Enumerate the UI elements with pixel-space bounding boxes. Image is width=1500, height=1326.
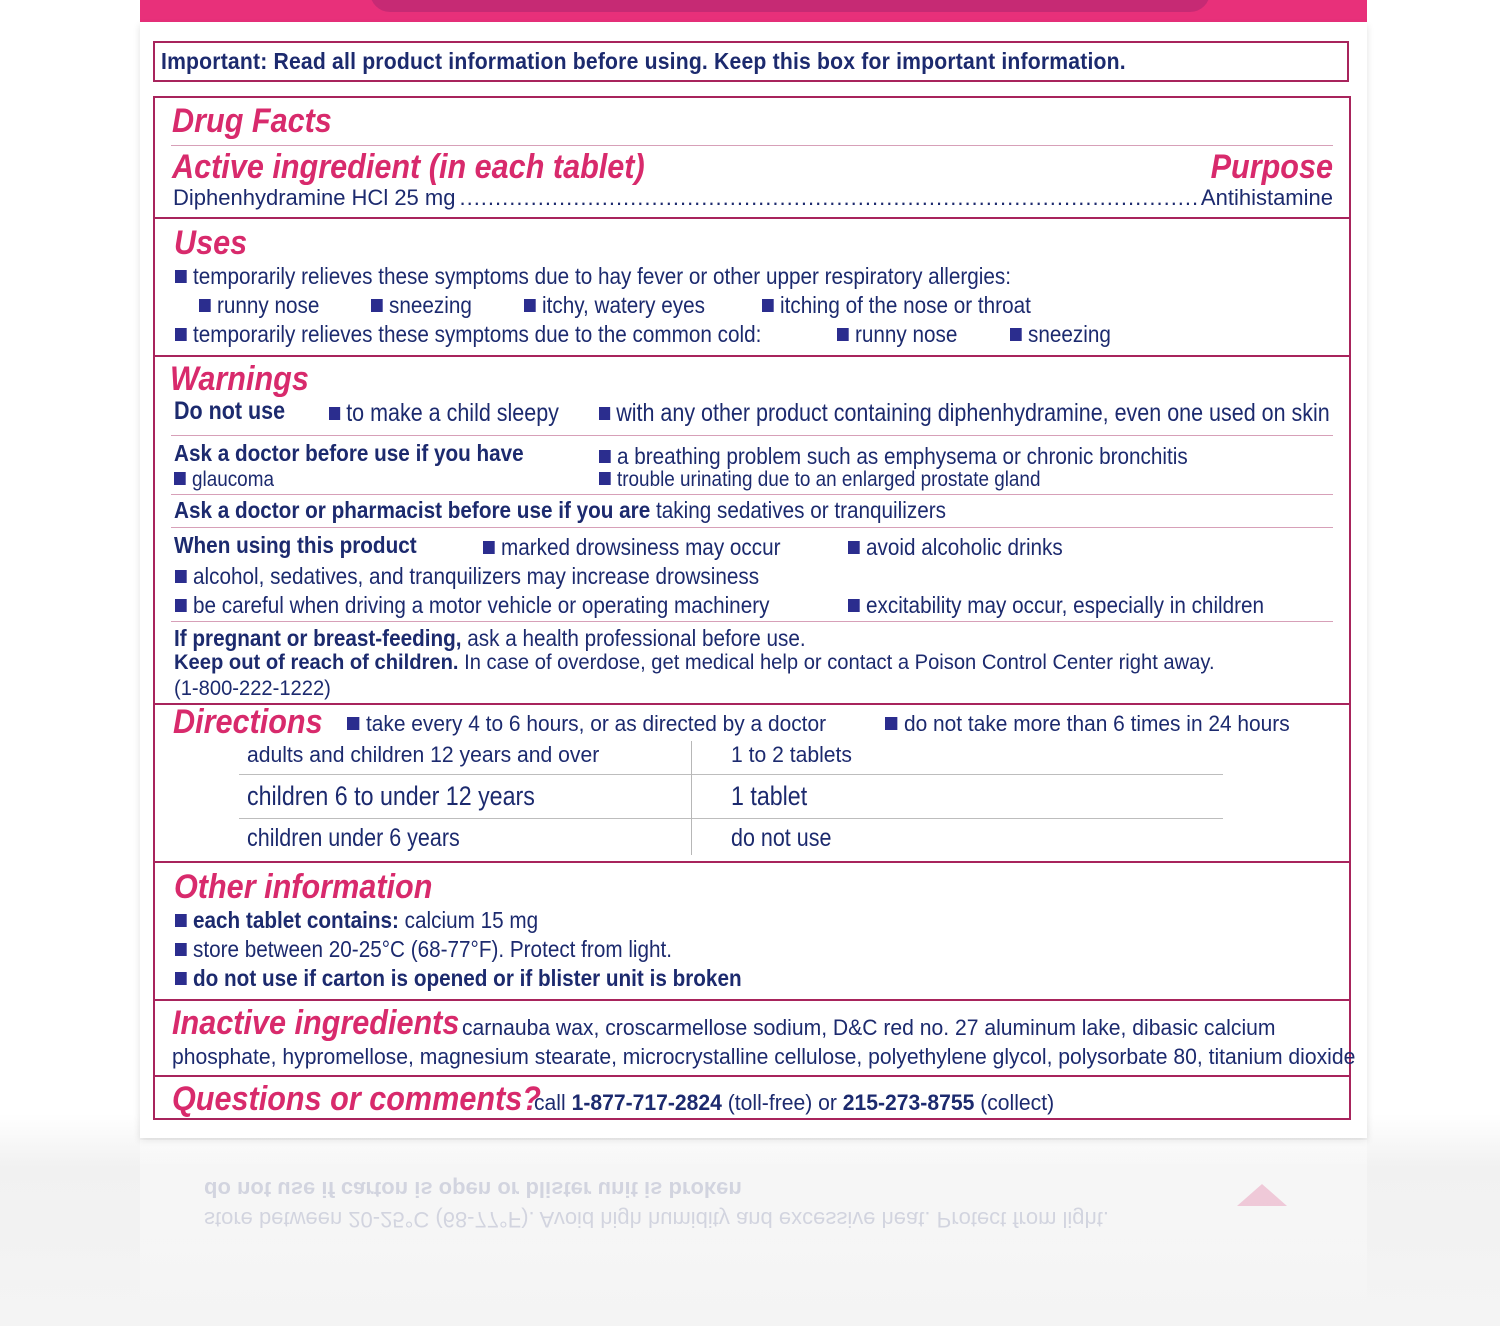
questions-heading: Questions or comments?: [172, 1080, 541, 1118]
reflection-line: store between 20-25°C (68-77°F). Avoid high humidity and excessive heat. Protect from light.: [204, 1207, 1109, 1232]
divider: [171, 145, 1333, 146]
carton-top-flap: [140, 0, 1367, 22]
section-divider: [155, 1075, 1349, 1077]
pregnant-line: If pregnant or breast-feeding, ask a health professional before use.: [174, 625, 806, 651]
carton-reflection: [140, 1140, 1367, 1326]
uses-symptom: sneezing: [1010, 321, 1111, 348]
bullet-icon: [175, 599, 187, 612]
uses-symptom: itching of the nose or throat: [762, 292, 1031, 319]
ask-doctor-label: Ask a doctor before use if you have: [174, 440, 524, 466]
bullet-icon: [837, 328, 849, 341]
when-using-label: When using this product: [174, 532, 417, 558]
active-ingredient-heading: Active ingredient (in each tablet): [172, 148, 645, 186]
inactive-ingredients-line-2: phosphate, hypromellose, magnesium stearate, microcrystalline cellulose, polyethylene glycol, polysorbate 80, titanium dioxide: [172, 1044, 1356, 1069]
toll-free-number: 1-877-717-2824: [571, 1090, 722, 1115]
important-notice: Important: Read all product information before using. Keep this box for important information.: [161, 48, 1126, 74]
bullet-icon: [1010, 328, 1022, 341]
reflection-line: do not use if carton is open or blister unit is broken: [204, 1177, 742, 1202]
uses-line-2: temporarily relieves these symptoms due to the common cold:: [175, 321, 761, 348]
dosage-amount: 1 to 2 tablets: [731, 742, 852, 767]
bullet-icon: [175, 972, 187, 985]
when-using-item: be careful when driving a motor vehicle or operating machinery: [175, 592, 769, 619]
table-divider: [239, 818, 1223, 819]
section-divider: [155, 999, 1349, 1001]
drug-facts-panel: [153, 96, 1356, 1120]
section-divider: [155, 861, 1349, 863]
do-not-use-label: Do not use: [174, 397, 286, 425]
dosage-amount: 1 tablet: [731, 781, 808, 811]
keep-out-line: Keep out of reach of children. In case of overdose, get medical help or contact a Poison Control Center right away.: [174, 651, 1215, 674]
uses-symptom: runny nose: [837, 321, 957, 348]
drug-facts-title: Drug Facts: [172, 102, 332, 140]
dosage-age: children under 6 years: [247, 824, 460, 852]
uses-symptom: runny nose: [199, 292, 319, 319]
bullet-icon: [175, 914, 187, 927]
do-not-use-item: with any other product containing diphenhydramine, even one used on skin: [599, 399, 1330, 428]
bullet-icon: [599, 472, 611, 485]
flap-brand-band: [370, 0, 1210, 12]
when-using-item: avoid alcoholic drinks: [848, 534, 1063, 561]
bullet-icon: [848, 599, 860, 612]
when-using-item: excitability may occur, especially in children: [848, 592, 1264, 619]
carton-warning-line: do not use if carton is opened or if blister unit is broken: [175, 965, 742, 992]
bullet-icon: [524, 299, 536, 312]
do-not-use-item: to make a child sleepy: [329, 399, 559, 428]
bullet-icon: [175, 270, 187, 283]
uses-heading: Uses: [174, 224, 248, 262]
bullet-icon: [347, 717, 359, 730]
bullet-icon: [199, 299, 211, 312]
divider: [171, 621, 1333, 622]
bullet-icon: [175, 570, 187, 583]
bullet-icon: [599, 450, 611, 463]
bullet-icon: [848, 541, 860, 554]
bullet-icon: [599, 407, 610, 420]
dosage-age: adults and children 12 years and over: [247, 742, 600, 767]
inactive-ingredients-heading: Inactive ingredients: [172, 1004, 460, 1042]
ask-doctor-item: a breathing problem such as emphysema or chronic bronchitis: [599, 443, 1188, 470]
bullet-icon: [175, 328, 187, 341]
divider: [171, 527, 1333, 528]
active-ingredient: Diphenhydramine HCl 25 mg: [173, 185, 456, 210]
directions-bullet: do not take more than 6 times in 24 hours: [885, 711, 1290, 737]
pregnant-label: If pregnant or breast-feeding,: [174, 625, 462, 651]
collect-number: 215-273-8755: [842, 1090, 975, 1115]
section-divider: [155, 355, 1349, 357]
bullet-icon: [483, 541, 495, 554]
poison-control-phone: (1-800-222-1222): [174, 677, 331, 700]
table-divider: [239, 774, 1223, 775]
dosage-amount: do not use: [731, 824, 832, 852]
active-ingredient-row: [173, 185, 1333, 211]
inactive-ingredients-line-1: carnauba wax, croscarmellose sodium, D&C red no. 27 aluminum lake, dibasic calcium: [462, 1015, 1276, 1040]
when-using-item: alcohol, sedatives, and tranquilizers may increase drowsiness: [175, 563, 759, 590]
bullet-icon: [762, 299, 774, 312]
storage-line: store between 20-25°C (68-77°F). Protect from light.: [175, 936, 672, 963]
directions-bullet: take every 4 to 6 hours, or as directed by a doctor: [347, 711, 826, 737]
ask-doctor-item: trouble urinating due to an enlarged prostate gland: [599, 468, 1040, 492]
uses-line-1: temporarily relieves these symptoms due to hay fever or other upper respiratory allergies:: [175, 263, 1011, 290]
important-notice-box: [153, 41, 1349, 82]
purpose-heading: Purpose: [1210, 148, 1333, 186]
uses-symptom: sneezing: [371, 292, 472, 319]
warnings-heading: Warnings: [170, 360, 309, 398]
reflection-triangle-icon: [1237, 1184, 1287, 1206]
divider: [171, 494, 1333, 495]
ask-pharmacist-line: Ask a doctor or pharmacist before use if you are taking sedatives or tranquilizers: [174, 497, 946, 523]
section-divider: [155, 217, 1349, 219]
calcium-line: each tablet contains: calcium 15 mg: [175, 907, 538, 934]
divider: [171, 435, 1333, 436]
bullet-icon: [174, 472, 186, 485]
directions-section: [155, 705, 1349, 861]
bullet-icon: [371, 299, 383, 312]
questions-contact-line: call 1-877-717-2824 (toll-free) or 215-273-8755 (collect): [534, 1090, 1055, 1115]
ask-pharmacist-label: Ask a doctor or pharmacist before use if you are: [174, 497, 651, 523]
ask-doctor-item: glaucoma: [174, 468, 274, 492]
dot-leader: [459, 185, 1196, 211]
bullet-icon: [885, 717, 897, 730]
table-column-divider: [691, 741, 692, 855]
bullet-icon: [329, 407, 340, 420]
directions-heading: Directions: [173, 703, 323, 741]
purpose-value: Antihistamine: [1200, 185, 1333, 210]
other-information-heading: Other information: [174, 868, 433, 906]
bullet-icon: [175, 943, 187, 956]
when-using-item: marked drowsiness may occur: [483, 534, 781, 561]
uses-symptom: itchy, watery eyes: [524, 292, 705, 319]
dosage-age: children 6 to under 12 years: [247, 781, 535, 811]
keep-out-label: Keep out of reach of children.: [174, 651, 459, 674]
